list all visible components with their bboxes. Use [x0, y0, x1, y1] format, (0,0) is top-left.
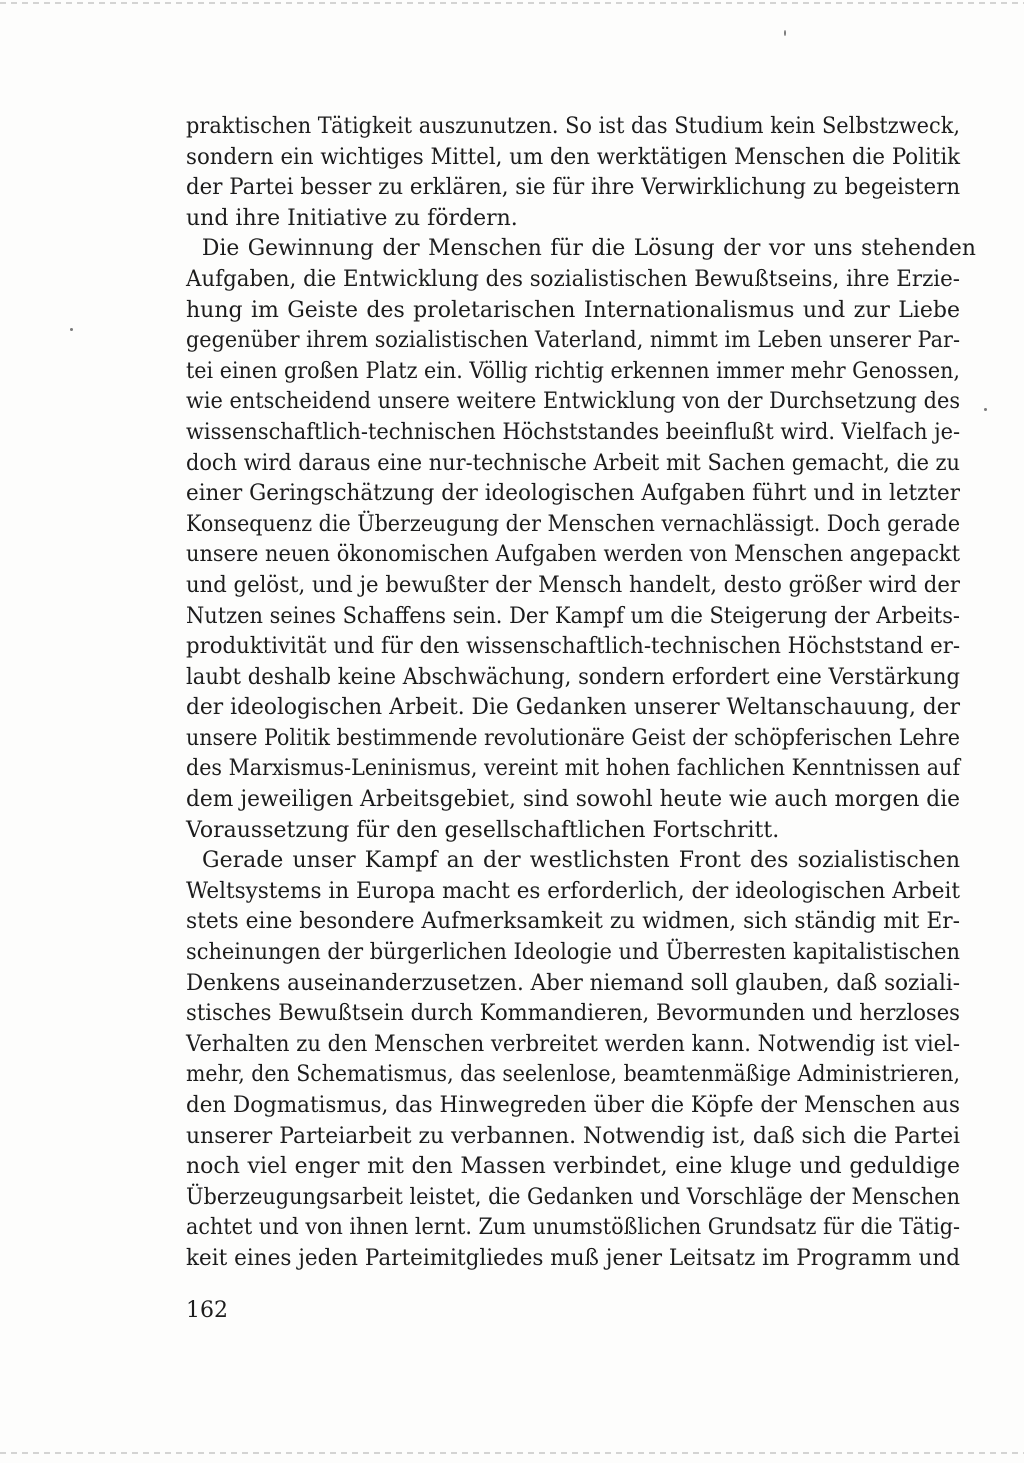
paragraph: [186, 234, 976, 846]
text-line: produktivität und für den wissenschaftlich-technischen Höchststand er-: [186, 634, 961, 660]
text-line: unsere neuen ökonomischen Aufgaben werden von Menschen angepackt: [186, 542, 960, 568]
page-number: 162: [186, 1298, 228, 1323]
scan-speck: [70, 328, 73, 331]
text-line: Verhalten zu den Menschen verbreitet werden kann. Notwendig ist viel-: [186, 1031, 960, 1057]
text-line: Aufgaben, die Entwicklung des sozialistischen Bewußtseins, ihre Erzie-: [186, 266, 961, 292]
scan-speck: [984, 408, 987, 411]
text-line: Nutzen seines Schaffens sein. Der Kampf um die Steigerung der Arbeits-: [186, 603, 960, 629]
text-line: scheinungen der bürgerlichen Ideologie und Überresten kapitalistischen: [186, 940, 961, 966]
text-line: stets eine besondere Aufmerksamkeit zu widmen, sich ständig mit Er-: [186, 909, 961, 935]
text-line: und gelöst, und je bewußter der Mensch handelt, desto größer wird der: [186, 572, 961, 598]
text-line: doch wird daraus eine nur-technische Arbeit mit Sachen gemacht, die zu: [186, 450, 961, 476]
text-line: praktischen Tätigkeit auszunutzen. So ist das Studium kein Selbstzweck,: [186, 114, 961, 139]
text-line: laubt deshalb keine Abschwächung, sondern erfordert eine Verstärkung: [186, 664, 960, 690]
text-line: Konsequenz die Überzeugung der Menschen vernachlässigt. Doch gerade: [186, 511, 961, 537]
paragraph: [186, 112, 960, 234]
text-line: wie entscheidend unsere weitere Entwicklung von der Durchsetzung des: [186, 389, 961, 415]
text-line: der Partei besser zu erklären, sie für ihre Verwirklichung zu begeistern: [186, 175, 961, 201]
text-line: den Dogmatismus, das Hinwegreden über die Köpfe der Menschen aus: [186, 1093, 960, 1118]
text-line: der ideologischen Arbeit. Die Gedanken unserer Weltanschauung, der: [186, 695, 960, 721]
top-scan-edge: [0, 2, 1024, 4]
body-text: [186, 112, 976, 1275]
text-line: einer Geringschätzung der ideologischen Aufgaben führt und in letzter: [186, 481, 960, 507]
text-line: tei einen großen Platz ein. Völlig richtig erkennen immer mehr Genossen,: [186, 358, 961, 384]
text-line: mehr, den Schematismus, das seelenlose, beamtenmäßige Administrieren,: [186, 1062, 960, 1088]
text-line: Voraussetzung für den gesellschaftlichen Fortschritt.: [186, 817, 780, 843]
text-line: Überzeugungsarbeit leistet, die Gedanken und Vorschläge der Menschen: [186, 1184, 961, 1210]
paragraph: [186, 846, 960, 1274]
text-line: Die Gewinnung der Menschen für die Lösung der vor uns stehenden: [201, 236, 976, 262]
text-line: und ihre Initiative zu fördern.: [186, 205, 518, 231]
text-line: gegenüber ihrem sozialistischen Vaterland, nimmt im Leben unserer Par-: [186, 328, 960, 354]
text-line: keit eines jeden Parteimitgliedes muß jener Leitsatz im Programm und: [186, 1245, 960, 1271]
text-line: Gerade unser Kampf an der westlichsten Front des sozialistischen: [202, 848, 960, 874]
text-line: stisches Bewußtsein durch Kommandieren, Bevormunden und herzloses: [186, 1001, 960, 1027]
text-line: des Marxismus-Leninismus, vereint mit hohen fachlichen Kenntnissen auf: [186, 756, 960, 782]
bottom-scan-edge: [0, 1452, 1024, 1454]
text-line: unsere Politik bestimmende revolutionäre Geist der schöpferischen Lehre: [186, 725, 960, 751]
text-line: Denkens auseinanderzusetzen. Aber niemand soll glauben, daß soziali-: [186, 970, 961, 996]
text-line: hung im Geiste des proletarischen Internationalismus und zur Liebe: [186, 297, 960, 323]
text-line: sondern ein wichtiges Mittel, um den werktätigen Menschen die Politik: [186, 144, 961, 170]
text-line: Weltsystems in Europa macht es erforderlich, der ideologischen Arbeit: [186, 878, 961, 904]
text-line: dem jeweiligen Arbeitsgebiet, sind sowohl heute wie auch morgen die: [186, 787, 961, 813]
text-line: unserer Parteiarbeit zu verbannen. Notwendig ist, daß sich die Partei: [186, 1123, 961, 1149]
text-line: wissenschaftlich-technischen Höchststandes beeinflußt wird. Vielfach je-: [186, 419, 961, 445]
text-line: achtet und von ihnen lernt. Zum unumstößlichen Grundsatz für die Tätig-: [186, 1215, 961, 1241]
text-line: noch viel enger mit den Massen verbindet, eine kluge und geduldige: [186, 1154, 960, 1180]
scan-speck: [784, 30, 786, 36]
